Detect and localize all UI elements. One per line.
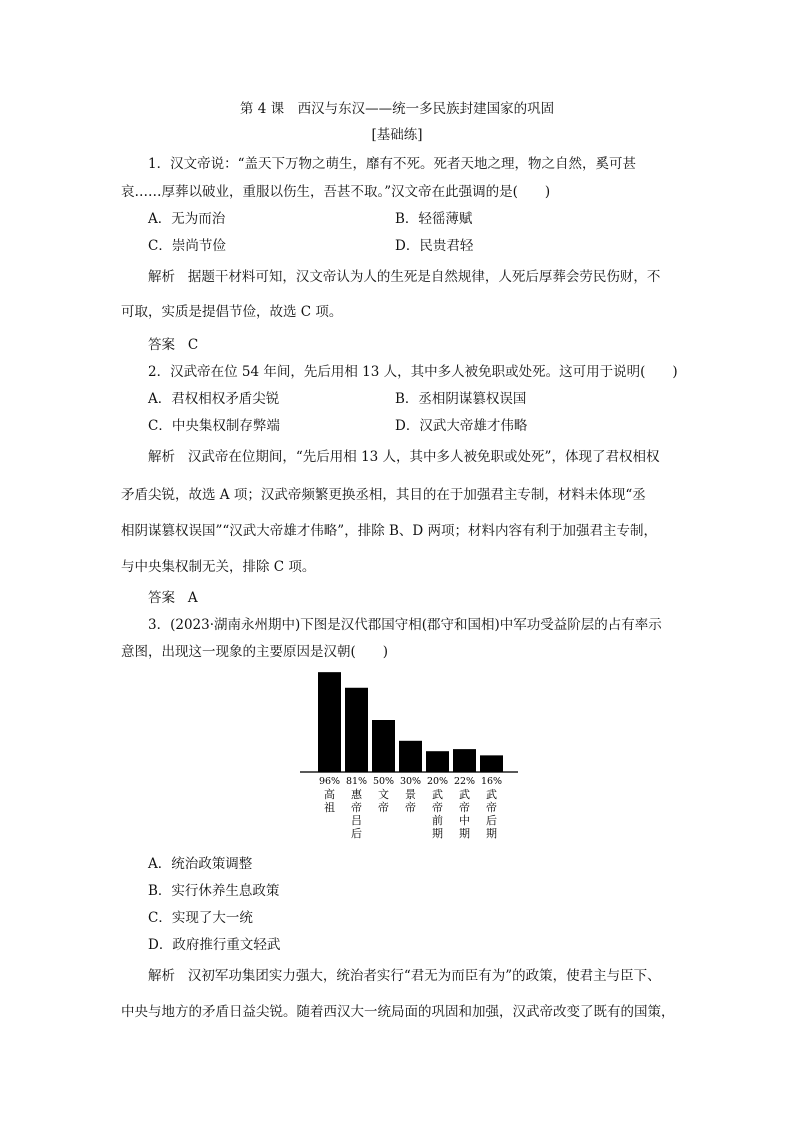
q3-option-a: A．统治政策调整 <box>148 856 253 872</box>
q2-analysis <box>148 445 659 465</box>
q1-option-b: B．轻徭薄赋 <box>395 211 473 227</box>
q2-analysis-line3: 相阴谋篡权误国”“汉武大帝雄才伟略”，排除 B、D 两项；材料内容有利于加强君主专制， <box>121 523 658 539</box>
bar-5 <box>453 749 476 772</box>
q1-option-a: A．无为而治 <box>148 211 226 227</box>
occupancy-bar-chart <box>290 660 530 845</box>
q3-analysis-label: 解析 <box>148 968 175 984</box>
value-label-4: 20% <box>426 776 449 787</box>
category-label-5: 武帝中期 <box>459 788 470 840</box>
q1-analysis-label: 解析 <box>148 269 175 285</box>
q3-option-b: B．实行休养生息政策 <box>148 883 280 899</box>
q1-analysis-text: 据题干材料可知，汉文帝认为人的生死是自然规律，人死后厚葬会劳民伤财，不 <box>187 269 661 285</box>
q3-stem-line1: 3．(2023·湖南永州期中)下图是汉代郡国守相(郡守和国相)中军功受益阶层的占有率示 <box>148 617 662 633</box>
q2-option-d: D．汉武大帝雄才伟略 <box>395 418 528 434</box>
category-label-4: 武帝前期 <box>432 788 443 840</box>
bar-0 <box>318 672 341 772</box>
category-label-1: 惠帝吕后 <box>351 788 362 840</box>
q1-option-c: C．崇尚节俭 <box>148 238 226 254</box>
bar-1 <box>345 688 368 772</box>
q2-answer-value: A <box>187 590 198 606</box>
q2-analysis-text: 汉武帝在位期间，“先后用相 13 人，其中多人被免职或处死”，体现了君权相权 <box>187 449 660 465</box>
bar-3 <box>399 741 422 772</box>
q3-stem-line2: 意图，出现这一现象的主要原因是汉朝( ) <box>121 644 389 660</box>
q1-stem-line1: 1．汉文帝说：“盖天下万物之萌生，靡有不死。死者天地之理，物之自然，奚可甚 <box>148 156 636 172</box>
q3-option-d: D．政府推行重文轻武 <box>148 937 281 953</box>
q1-answer <box>148 333 198 353</box>
q2-analysis-line2: 矛盾尖锐，故选 A 项；汉武帝频繁更换丞相，其目的在于加强君主专制，材料未体现“丞 <box>121 487 646 503</box>
category-label-2: 文帝 <box>378 788 389 814</box>
value-label-5: 22% <box>453 776 476 787</box>
value-label-1: 81% <box>345 776 368 787</box>
value-label-0: 96% <box>318 776 341 787</box>
q1-answer-label: 答案 <box>148 337 175 353</box>
q3-analysis <box>148 964 661 984</box>
q1-analysis-line2: 可取，实质是提倡节俭，故选 C 项。 <box>121 304 343 320</box>
category-label-6: 武帝后期 <box>486 788 497 840</box>
bar-4 <box>426 751 449 772</box>
value-label-6: 16% <box>480 776 503 787</box>
q2-option-a: A．君权相权矛盾尖锐 <box>148 391 280 407</box>
page-title: 第 4 课 西汉与东汉——统一多民族封建国家的巩固 <box>239 101 555 117</box>
q1-analysis <box>148 265 660 285</box>
q2-option-c: C．中央集权制存弊端 <box>148 418 280 434</box>
category-label-3: 景帝 <box>405 788 416 814</box>
q2-answer <box>148 586 198 606</box>
q2-stem-line1: 2．汉武帝在位 54 年间，先后用相 13 人，其中多人被免职或处死。这可用于说明( ) <box>148 364 678 380</box>
section-heading: [基础练] <box>371 127 423 143</box>
q1-option-d: D．民贵君轻 <box>395 238 474 254</box>
q3-analysis-line2: 中央与地方的矛盾日益尖锐。随着西汉大一统局面的巩固和加强，汉武帝改变了既有的国策， <box>121 1004 675 1020</box>
q1-stem-line2: 哀……厚葬以破业，重服以伤生，吾甚不取。”汉文帝在此强调的是( ) <box>121 184 551 200</box>
q3-option-c: C．实现了大一统 <box>148 910 253 926</box>
q2-analysis-line4: 与中央集权制无关，排除 C 项。 <box>121 559 316 575</box>
q2-option-b: B．丞相阴谋篡权误国 <box>395 391 527 407</box>
bar-2 <box>372 720 395 772</box>
q1-answer-value: C <box>187 337 199 353</box>
bar-6 <box>480 755 503 772</box>
q2-answer-label: 答案 <box>148 590 175 606</box>
value-label-2: 50% <box>372 776 395 787</box>
category-label-0: 高祖 <box>324 788 335 814</box>
value-label-3: 30% <box>399 776 422 787</box>
q2-analysis-label: 解析 <box>148 449 175 465</box>
q3-analysis-text: 汉初军功集团实力强大，统治者实行“君无为而臣有为”的政策，使君主与臣下、 <box>187 968 661 984</box>
